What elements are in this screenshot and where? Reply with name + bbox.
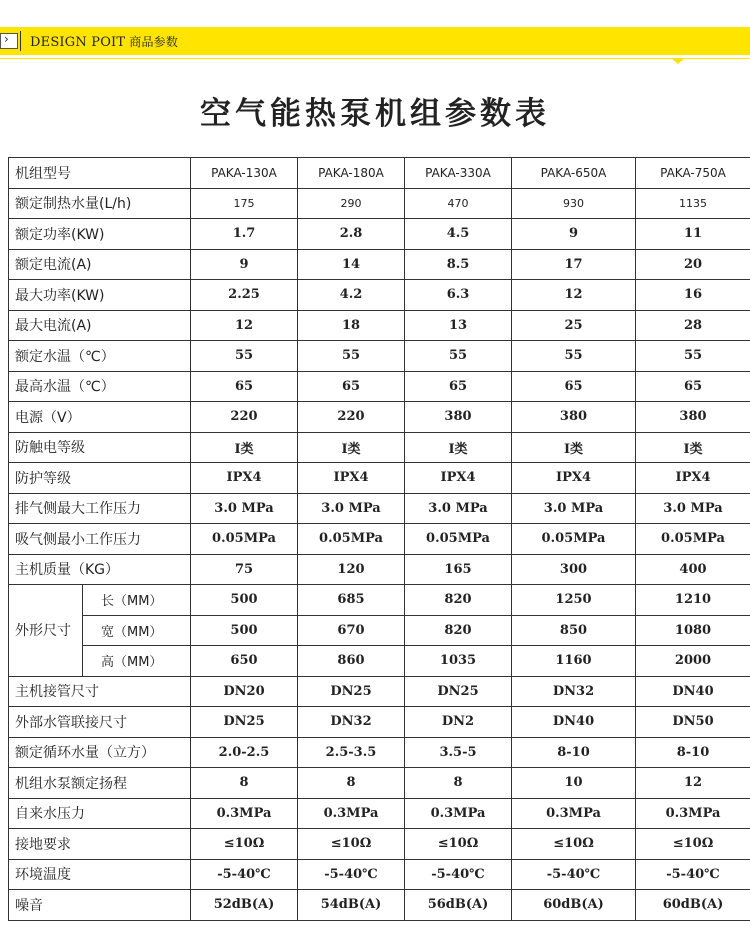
table-cell: ≤10Ω (512, 829, 636, 860)
table-row (9, 646, 750, 677)
banner-underline (0, 58, 750, 59)
model-name: PAKA-130A (191, 158, 298, 189)
table-cell: DN40 (636, 676, 750, 707)
row-label: 防触电等级 (9, 432, 191, 463)
dimensions-group-label: 外形尺寸 (9, 585, 83, 677)
table-cell: IPX4 (298, 463, 405, 494)
table-row (9, 310, 750, 341)
table-cell: 1160 (512, 646, 636, 677)
table-cell: 300 (512, 554, 636, 585)
table-row (9, 585, 750, 616)
table-cell: 14 (298, 249, 405, 280)
table-cell: 6.3 (405, 280, 512, 311)
table-cell: IPX4 (191, 463, 298, 494)
table-cell: I类 (512, 432, 636, 463)
table-cell: DN50 (636, 707, 750, 738)
table-cell: 0.3MPa (512, 798, 636, 829)
model-name: PAKA-330A (405, 158, 512, 189)
chevron-right-icon: › (0, 33, 18, 49)
table-cell: 685 (298, 585, 405, 616)
table-cell: I类 (191, 432, 298, 463)
table-cell: 0.3MPa (298, 798, 405, 829)
table-cell: 12 (636, 768, 750, 799)
table-cell: 28 (636, 310, 750, 341)
table-cell: 9 (512, 219, 636, 250)
table-cell: 55 (636, 341, 750, 372)
table-cell: 1080 (636, 615, 750, 646)
table-cell: -5-40℃ (191, 859, 298, 890)
table-cell: 55 (512, 341, 636, 372)
table-cell: 65 (512, 371, 636, 402)
table-row (9, 737, 750, 768)
row-label: 主机接管尺寸 (9, 676, 191, 707)
table-cell: 1135 (636, 188, 750, 219)
table-cell: 3.0 MPa (405, 493, 512, 524)
table-cell: 16 (636, 280, 750, 311)
table-cell: 165 (405, 554, 512, 585)
table-cell: 0.05MPa (405, 524, 512, 555)
row-label: 额定循环水量（立方） (9, 737, 191, 768)
table-row (9, 859, 750, 890)
table-cell: 0.3MPa (405, 798, 512, 829)
table-cell: 4.5 (405, 219, 512, 250)
table-cell: DN32 (512, 676, 636, 707)
model-name: PAKA-650A (512, 158, 636, 189)
table-cell: -5-40℃ (298, 859, 405, 890)
table-row (9, 798, 750, 829)
table-cell: 500 (191, 585, 298, 616)
table-cell: 820 (405, 615, 512, 646)
table-cell: DN32 (298, 707, 405, 738)
table-cell: 12 (512, 280, 636, 311)
table-row (9, 829, 750, 860)
model-name: PAKA-750A (636, 158, 750, 189)
table-row (9, 493, 750, 524)
table-cell: 2000 (636, 646, 750, 677)
table-cell: 8 (298, 768, 405, 799)
banner-notch (671, 58, 685, 64)
table-cell: 470 (405, 188, 512, 219)
table-cell: 2.25 (191, 280, 298, 311)
table-row (9, 341, 750, 372)
table-cell: 11 (636, 219, 750, 250)
table-cell: 0.05MPa (298, 524, 405, 555)
table-cell: 17 (512, 249, 636, 280)
banner-title (30, 33, 178, 50)
table-cell: 13 (405, 310, 512, 341)
table-cell: 75 (191, 554, 298, 585)
table-cell: 65 (298, 371, 405, 402)
row-label: 额定制热水量(L/h) (9, 188, 191, 219)
table-cell: 380 (512, 402, 636, 433)
table-row (9, 554, 750, 585)
row-label: 自来水压力 (9, 798, 191, 829)
row-label: 接地要求 (9, 829, 191, 860)
table-cell: 650 (191, 646, 298, 677)
table-cell: 18 (298, 310, 405, 341)
banner-title-cn: 商品参数 (129, 35, 179, 49)
table-row (9, 432, 750, 463)
table-cell: 0.05MPa (512, 524, 636, 555)
table-row (9, 524, 750, 555)
row-label: 排气侧最大工作压力 (9, 493, 191, 524)
table-cell: 0.3MPa (191, 798, 298, 829)
table-cell: -5-40℃ (512, 859, 636, 890)
table-row (9, 707, 750, 738)
row-label: 环境温度 (9, 859, 191, 890)
table-cell: DN40 (512, 707, 636, 738)
table-cell: 56dB(A) (405, 890, 512, 921)
table-cell: ≤10Ω (636, 829, 750, 860)
table-cell: -5-40℃ (636, 859, 750, 890)
table-cell: IPX4 (636, 463, 750, 494)
table-cell: I类 (636, 432, 750, 463)
table-row (9, 219, 750, 250)
table-cell: 1210 (636, 585, 750, 616)
table-cell: 1.7 (191, 219, 298, 250)
row-label: 额定功率(KW) (9, 219, 191, 250)
table-cell: -5-40℃ (405, 859, 512, 890)
table-cell: 8 (191, 768, 298, 799)
table-cell: 820 (405, 585, 512, 616)
row-label: 最大功率(KW) (9, 280, 191, 311)
table-cell: 65 (636, 371, 750, 402)
table-cell: 2.0-2.5 (191, 737, 298, 768)
table-cell: DN25 (191, 707, 298, 738)
table-cell: 2.8 (298, 219, 405, 250)
table-cell: 930 (512, 188, 636, 219)
table-cell: DN2 (405, 707, 512, 738)
row-label: 吸气侧最小工作压力 (9, 524, 191, 555)
table-cell: 52dB(A) (191, 890, 298, 921)
table-cell: 290 (298, 188, 405, 219)
table-cell: 20 (636, 249, 750, 280)
table-cell: IPX4 (405, 463, 512, 494)
row-sublabel: 宽（MM） (83, 615, 191, 646)
table-cell: ≤10Ω (191, 829, 298, 860)
banner-title-en: DESIGN POIT (30, 35, 126, 50)
table-row (9, 249, 750, 280)
table-cell: 3.0 MPa (191, 493, 298, 524)
table-cell: 25 (512, 310, 636, 341)
table-cell: 12 (191, 310, 298, 341)
table-cell: IPX4 (512, 463, 636, 494)
table-cell: 1035 (405, 646, 512, 677)
table-cell: 3.0 MPa (512, 493, 636, 524)
row-label: 额定电流(A) (9, 249, 191, 280)
table-cell: 400 (636, 554, 750, 585)
table-cell: 60dB(A) (636, 890, 750, 921)
table-cell: 3.0 MPa (636, 493, 750, 524)
row-label: 最大电流(A) (9, 310, 191, 341)
row-sublabel: 高（MM） (83, 646, 191, 677)
row-label: 额定水温（℃） (9, 341, 191, 372)
table-cell: ≤10Ω (298, 829, 405, 860)
table-cell: 850 (512, 615, 636, 646)
table-cell: 65 (191, 371, 298, 402)
table-cell: 55 (298, 341, 405, 372)
table-cell: 8 (405, 768, 512, 799)
table-cell: DN25 (298, 676, 405, 707)
row-label: 机组水泵额定扬程 (9, 768, 191, 799)
table-cell: 9 (191, 249, 298, 280)
table-cell: 175 (191, 188, 298, 219)
table-row (9, 615, 750, 646)
table-row (9, 463, 750, 494)
table-row (9, 280, 750, 311)
table-cell: 8-10 (512, 737, 636, 768)
row-label: 噪音 (9, 890, 191, 921)
table-cell: 120 (298, 554, 405, 585)
row-label: 最高水温（℃） (9, 371, 191, 402)
table-cell: 860 (298, 646, 405, 677)
parameter-table (8, 157, 750, 921)
row-label: 机组型号 (9, 158, 191, 189)
table-row (9, 188, 750, 219)
table-cell: 500 (191, 615, 298, 646)
row-label: 外部水管联接尺寸 (9, 707, 191, 738)
table-cell: 3.5-5 (405, 737, 512, 768)
table-cell: 4.2 (298, 280, 405, 311)
row-label: 防护等级 (9, 463, 191, 494)
table-row (9, 768, 750, 799)
table-cell: 10 (512, 768, 636, 799)
table-cell: 3.0 MPa (298, 493, 405, 524)
table-cell: I类 (405, 432, 512, 463)
table-cell: 55 (405, 341, 512, 372)
table-row (9, 676, 750, 707)
table-cell: 0.05MPa (191, 524, 298, 555)
table-row (9, 402, 750, 433)
table-cell: 65 (405, 371, 512, 402)
table-cell: 0.3MPa (636, 798, 750, 829)
row-sublabel: 长（MM） (83, 585, 191, 616)
table-cell: 60dB(A) (512, 890, 636, 921)
table-cell: 670 (298, 615, 405, 646)
table-cell: 2.5-3.5 (298, 737, 405, 768)
table-cell: 220 (191, 402, 298, 433)
table-cell: 220 (298, 402, 405, 433)
model-name: PAKA-180A (298, 158, 405, 189)
table-cell: 0.05MPa (636, 524, 750, 555)
table-cell: 54dB(A) (298, 890, 405, 921)
table-row (9, 371, 750, 402)
table-cell: ≤10Ω (405, 829, 512, 860)
table-cell: 380 (636, 402, 750, 433)
banner-divider (20, 31, 21, 51)
page-title: 空气能热泵机组参数表 (200, 96, 550, 132)
table-cell: 1250 (512, 585, 636, 616)
row-label: 电源（V） (9, 402, 191, 433)
table-cell: 380 (405, 402, 512, 433)
table-cell: DN20 (191, 676, 298, 707)
table-header-row (9, 158, 750, 189)
table-row (9, 890, 750, 921)
row-label: 主机质量（KG） (9, 554, 191, 585)
table-cell: 8-10 (636, 737, 750, 768)
table-cell: 55 (191, 341, 298, 372)
table-cell: 8.5 (405, 249, 512, 280)
header-banner (0, 27, 750, 55)
table-cell: DN25 (405, 676, 512, 707)
table-cell: I类 (298, 432, 405, 463)
